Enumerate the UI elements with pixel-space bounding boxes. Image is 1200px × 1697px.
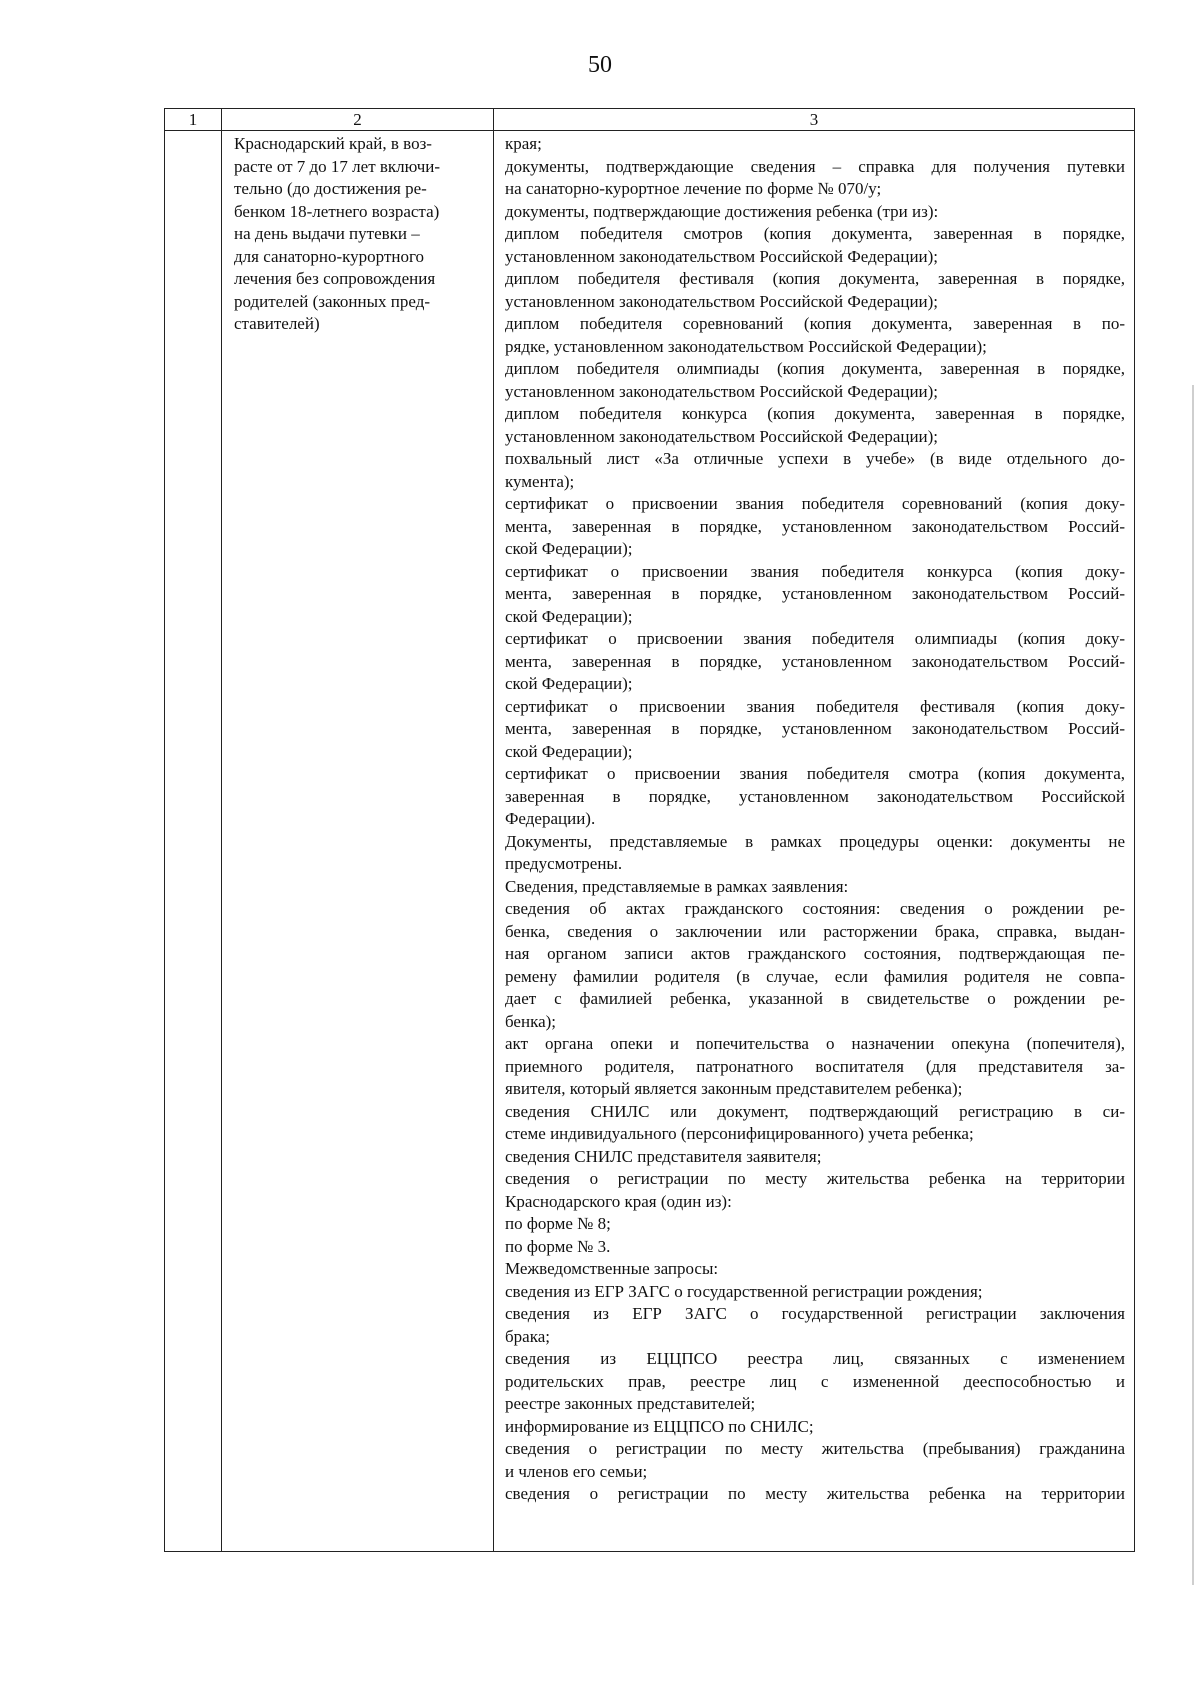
col2-line: расте от 7 до 17 лет включи- (234, 156, 441, 176)
col3-line: предусмотрены. (505, 854, 623, 873)
col3-line: мента, заверенная в порядке, установленном законодательством Россий- (505, 719, 1125, 738)
col3-line: информирование из ЕЦЦПСО по СНИЛС; (505, 1416, 814, 1436)
col3-line: установленном законодательством Российской Федерации); (505, 426, 939, 446)
col3-line: на санаторно-курортное лечение по форме № 070/у; (505, 179, 882, 198)
col3-line: сведения о регистрации по месту жительства ребенка на территории (505, 1484, 1125, 1503)
col2-line: Краснодарский край, в воз- (234, 134, 432, 153)
col3-line: акт органа опеки и попечительства о назначении опекуна (попечителя), (505, 1034, 1125, 1053)
col3-line: бенка); (505, 1011, 556, 1031)
col3-line: сведения об актах гражданского состояния: сведения о рождении ре- (505, 899, 1125, 918)
col3-line: ской Федерации); (505, 606, 633, 626)
col3-line: ской Федерации); (505, 741, 633, 761)
col3-line: родительских прав, реестре лиц с измененной дееспособностью и (505, 1371, 1125, 1391)
col3-line: Сведения, представляемые в рамках заявления: (505, 876, 849, 896)
col2-line: тельно (до достижения ре- (234, 179, 427, 198)
col3-line: Краснодарского края (один из): (505, 1191, 732, 1211)
col3-line: брака; (505, 1326, 550, 1346)
col3-line: диплом победителя олимпиады (копия документа, заверенная в порядке, (505, 359, 1125, 378)
col2-line: на день выдачи путевки – (234, 224, 420, 243)
col3-line: края; (505, 134, 542, 153)
col3-line: реестре законных представителей; (505, 1394, 756, 1413)
scan-edge-mark (1192, 385, 1194, 1585)
services-table (164, 108, 1135, 1552)
col3-line: по форме № 3. (505, 1236, 611, 1256)
col3-line: мента, заверенная в порядке, установленном законодательством Россий- (505, 516, 1125, 536)
col3-line: ской Федерации); (505, 539, 633, 558)
col3-line: сведения из ЕГР ЗАГС о государственной регистрации рождения; (505, 1281, 983, 1301)
col3-line: похвальный лист «За отличные успехи в учебе» (в виде отдельного до- (505, 449, 1125, 468)
col2-line: бенком 18-летнего возраста) (234, 201, 440, 221)
col3-line: стеме индивидуального (персонифицированного) учета ребенка; (505, 1124, 974, 1143)
table-header-row (165, 109, 1135, 131)
header-col-2: 2 (222, 109, 494, 131)
col3-line: рядке, установленном законодательством Российской Федерации); (505, 336, 987, 356)
col3-line: ской Федерации); (505, 674, 633, 693)
page-number: 50 (588, 52, 612, 78)
col3-line: сертификат о присвоении звания победителя соревнований (копия доку- (505, 494, 1125, 513)
col3-line: ремену фамилии родителя (в случае, если фамилия родителя не совпа- (505, 966, 1125, 986)
col3-line: ная органом записи актов гражданского состояния, подтверждающая пе- (505, 944, 1125, 963)
col3-line: бенка, сведения о заключении или расторжении брака, справка, выдан- (505, 921, 1125, 941)
col3-line: сведения СНИЛС или документ, подтверждающий регистрацию в си- (505, 1101, 1125, 1121)
col3-line: Федерации). (505, 809, 596, 828)
col3-line: сведения о регистрации по месту жительства ребенка на территории (505, 1169, 1125, 1188)
col3-line: по форме № 8; (505, 1214, 611, 1233)
col3-line: сведения из ЕГР ЗАГС о государственной регистрации заключения (505, 1304, 1125, 1323)
col3-line: документы, подтверждающие достижения ребенка (три из): (505, 201, 939, 221)
cell-col-2 (222, 131, 494, 1552)
cell-col-3 (494, 131, 1135, 1552)
col2-line: ставителей) (234, 314, 320, 333)
recipient-category-text (222, 131, 493, 336)
col3-line: кумента); (505, 471, 575, 491)
col3-line: диплом победителя соревнований (копия документа, заверенная в по- (505, 314, 1125, 333)
required-documents-text (494, 131, 1134, 1506)
col3-line: сведения СНИЛС представителя заявителя; (505, 1146, 822, 1166)
col3-line: Межведомственные запросы: (505, 1259, 719, 1278)
col2-line: лечения без сопровождения (234, 269, 436, 288)
cell-col-1 (165, 131, 222, 1552)
col3-line: мента, заверенная в порядке, установленном законодательством Россий- (505, 651, 1125, 671)
col3-line: сведения о регистрации по месту жительства (пребывания) гражданина (505, 1439, 1125, 1458)
col3-line: установленном законодательством Российской Федерации); (505, 246, 939, 266)
col3-line: и членов его семьи; (505, 1461, 648, 1481)
col3-line: заверенная в порядке, установленном законодательством Российской (505, 786, 1125, 806)
col3-line: явителя, который является законным представителем ребенка); (505, 1079, 963, 1098)
col3-line: диплом победителя смотров (копия документа, заверенная в порядке, (505, 224, 1125, 243)
col3-line: сертификат о присвоении звания победителя смотра (копия документа, (505, 764, 1125, 783)
col3-line: сведения из ЕЦЦПСО реестра лиц, связанных с изменением (505, 1349, 1125, 1368)
col3-line: сертификат о присвоении звания победителя конкурса (копия доку- (505, 561, 1125, 581)
col3-line: диплом победителя фестиваля (копия документа, заверенная в порядке, (505, 269, 1125, 288)
col3-line: документы, подтверждающие сведения – справка для получения путевки (505, 156, 1125, 176)
header-col-1: 1 (165, 109, 222, 131)
header-col-3: 3 (494, 109, 1135, 131)
col3-line: Документы, представляемые в рамках процедуры оценки: документы не (505, 831, 1125, 851)
col2-line: для санаторно-курортного (234, 246, 425, 266)
col3-line: дает с фамилией ребенка, указанной в свидетельстве о рождении ре- (505, 989, 1125, 1008)
col3-line: сертификат о присвоении звания победителя фестиваля (копия доку- (505, 696, 1125, 716)
col3-line: диплом победителя конкурса (копия документа, заверенная в порядке, (505, 404, 1125, 423)
col3-line: приемного родителя, патронатного воспитателя (для представителя за- (505, 1056, 1125, 1076)
table-row (165, 131, 1135, 1552)
col3-line: установленном законодательством Российской Федерации); (505, 381, 939, 401)
col3-line: установленном законодательством Российской Федерации); (505, 291, 939, 311)
col3-line: сертификат о присвоении звания победителя олимпиады (копия доку- (505, 629, 1125, 648)
col2-line: родителей (законных пред- (234, 291, 431, 311)
col3-line: мента, заверенная в порядке, установленном законодательством Россий- (505, 584, 1125, 603)
